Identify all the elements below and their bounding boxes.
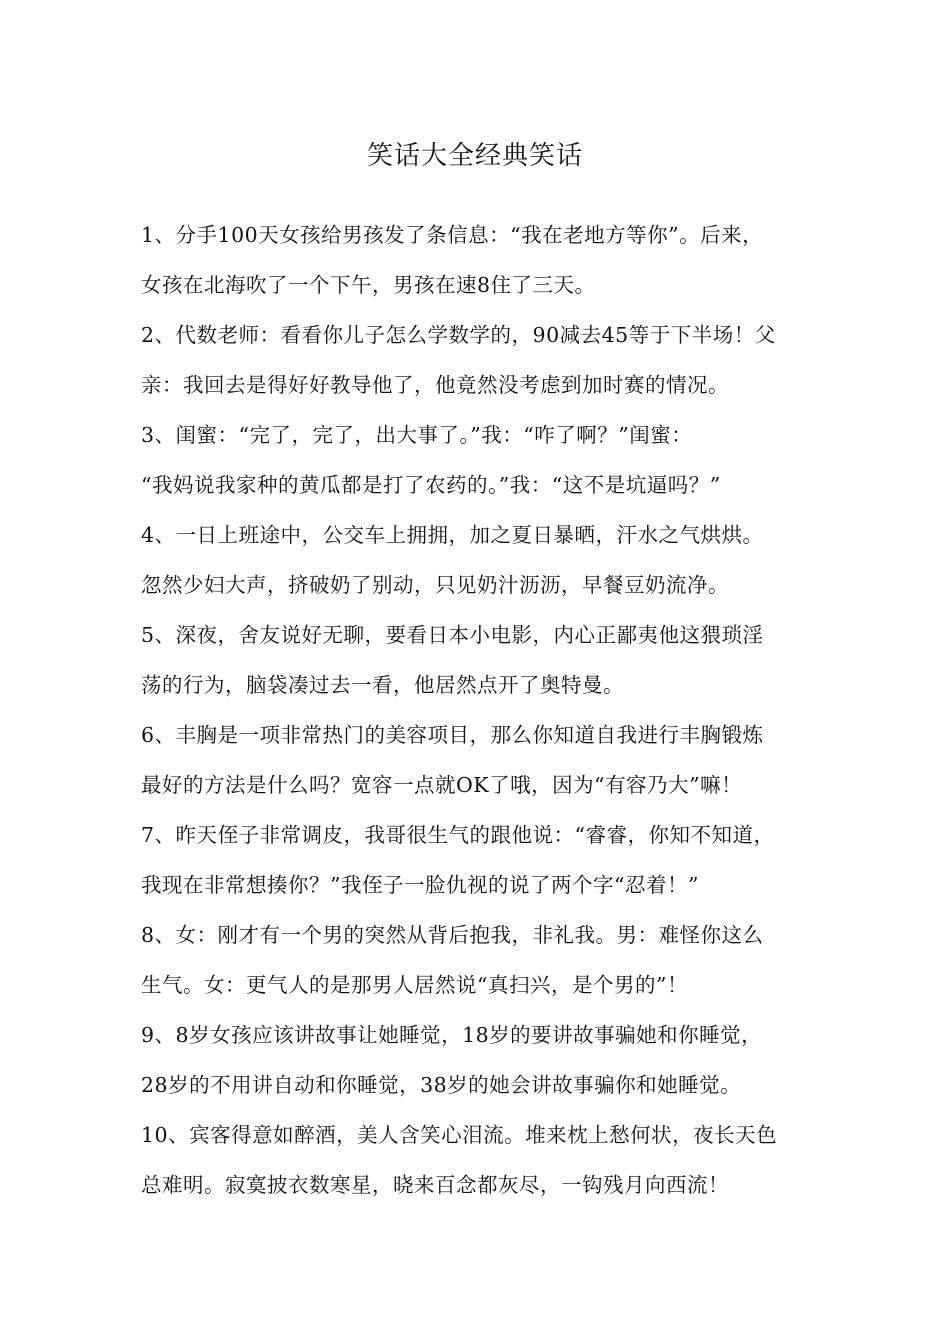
joke-paragraph (141, 810, 821, 910)
joke-line: 最好的方法是什么吗？宽容一点就OK了哦，因为“有容乃大”嘛！ (141, 773, 743, 797)
joke-line: 我现在非常想揍你？”我侄子一脸仇视的说了两个字“忍着！” (141, 873, 699, 897)
joke-line: 荡的行为，脑袋凑过去一看，他居然点开了奥特曼。 (141, 673, 624, 697)
joke-paragraph (141, 910, 821, 1010)
joke-paragraph (141, 410, 821, 510)
joke-line: 8、女：刚才有一个男的突然从背后抱我，非礼我。男：难怪你这么 (141, 923, 764, 947)
joke-line: 4、一日上班途中，公交车上拥拥，加之夏日暴晒，汗水之气烘烘。 (141, 523, 764, 547)
joke-line: 7、昨天侄子非常调皮，我哥很生气的跟他说：“睿睿，你知不知道， (141, 823, 775, 847)
joke-line: 9、8岁女孩应该讲故事让她睡觉，18岁的要讲故事骗她和你睡觉， (141, 1023, 763, 1047)
joke-paragraph (141, 610, 821, 710)
joke-line: 5、深夜，舍友说好无聊，要看日本小电影，内心正鄙夷他这猥琐淫 (141, 623, 764, 647)
joke-line: 总难明。寂寞披衣数寒星，晓来百念都灰尽，一钩残月向西流！ (141, 1173, 729, 1197)
joke-paragraph (141, 710, 821, 810)
joke-paragraph (141, 210, 821, 310)
joke-paragraph (141, 310, 821, 410)
joke-line: 10、宾客得意如醉酒，美人含笑心泪流。堆来枕上愁何状，夜长天色 (141, 1123, 778, 1147)
joke-paragraph (141, 1110, 821, 1210)
joke-line: 3、闺蜜：“完了，完了，出大事了。”我：“咋了啊？”闺蜜： (141, 423, 693, 447)
joke-line: 女孩在北海吹了一个下午，男孩在速8住了三天。 (141, 273, 596, 297)
document-body (141, 210, 821, 1210)
joke-line: 亲：我回去是得好好教导他了，他竟然没考虑到加时赛的情况。 (141, 373, 729, 397)
joke-line: 2、代数老师：看看你儿子怎么学数学的，90减去45等于下半场！父 (141, 323, 776, 347)
joke-paragraph (141, 1010, 821, 1110)
joke-line: 28岁的不用讲自动和你睡觉，38岁的她会讲故事骗你和她睡觉。 (141, 1073, 742, 1097)
joke-line: 1、分手100天女孩给男孩发了条信息：“我在老地方等你”。后来， (141, 223, 764, 247)
joke-line: 6、丰胸是一项非常热门的美容项目，那么你知道自我进行丰胸锻炼 (141, 723, 764, 747)
joke-line: “我妈说我家种的黄瓜都是打了农药的。”我：“这不是坑逼吗？” (141, 473, 721, 497)
joke-line: 生气。女：更气人的是那男人居然说“真扫兴，是个男的”！ (141, 973, 688, 997)
joke-paragraph (141, 510, 821, 610)
joke-line: 忽然少妇大声，挤破奶了别动，只见奶汁沥沥，早餐豆奶流净。 (141, 573, 729, 597)
document-title: 笑话大全经典笑话 (366, 141, 583, 171)
